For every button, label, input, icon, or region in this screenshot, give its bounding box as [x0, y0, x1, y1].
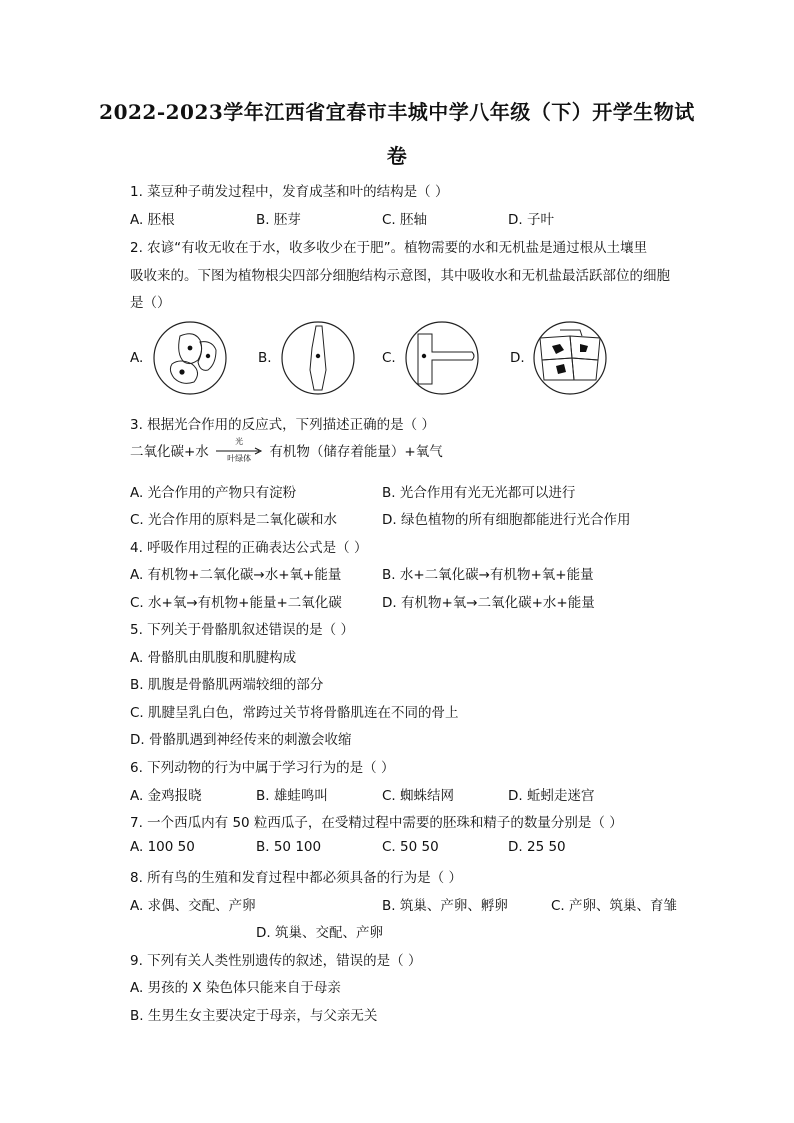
- question-9-stem: 9. 下列有关人类性别遗传的叙述，错误的是（ ）: [130, 953, 422, 969]
- equation-arrow: [215, 437, 263, 463]
- question-4-option-c: C. 水+氧→有机物+能量+二氧化碳: [130, 595, 342, 611]
- question-4-option-d: D. 有机物+氧→二氧化碳+水+能量: [382, 595, 595, 611]
- question-3-stem: 3. 根据光合作用的反应式，下列描述正确的是（ ）: [130, 417, 435, 433]
- question-6-option-d: D. 蚯蚓走迷宫: [508, 788, 595, 804]
- question-8-stem: 8. 所有鸟的生殖和发育过程中都必须具备的行为是（ ）: [130, 870, 462, 886]
- question-9-option-a: A. 男孩的 X 染色体只能来自于母亲: [130, 980, 341, 996]
- figure-label-c: C.: [382, 350, 396, 366]
- cell-figure-d: [530, 320, 610, 396]
- question-6-option-c: C. 蜘蛛结网: [382, 788, 455, 804]
- question-4-option-b: B. 水+二氧化碳→有机物+氧+能量: [382, 567, 594, 583]
- question-4-option-a: A. 有机物+二氧化碳→水+氧+能量: [130, 567, 342, 583]
- equation-reactants: 二氧化碳+水: [130, 444, 209, 460]
- question-1-option-d: D. 子叶: [508, 212, 554, 228]
- question-3-option-d: D. 绿色植物的所有细胞都能进行光合作用: [382, 512, 631, 528]
- figure-label-d: D.: [510, 350, 525, 366]
- figure-label-b: B.: [258, 350, 272, 366]
- question-3-option-c: C. 光合作用的原料是二氧化碳和水: [130, 512, 338, 528]
- question-9-option-b: B. 生男生女主要决定于母亲，与父亲无关: [130, 1008, 378, 1024]
- question-5-stem: 5. 下列关于骨骼肌叙述错误的是（ ）: [130, 622, 354, 638]
- question-7-option-b: B. 50 100: [256, 839, 322, 855]
- question-1-option-c: C. 胚轴: [382, 212, 428, 228]
- question-8-option-c: C. 产卵、筑巢、育雏: [551, 898, 678, 914]
- question-6-option-b: B. 雄蛙鸣叫: [256, 788, 328, 804]
- question-2-line2: 吸收来的。下图为植物根尖四部分细胞结构示意图，其中吸收水和无机盐最活跃部位的细胞: [130, 268, 670, 284]
- question-3-option-a: A. 光合作用的产物只有淀粉: [130, 485, 297, 501]
- question-8-option-a: A. 求偶、交配、产卵: [130, 898, 256, 914]
- cell-figure-a: [150, 320, 230, 396]
- question-8-option-b: B. 筑巢、产卵、孵卵: [382, 898, 508, 914]
- question-5-option-b: B. 肌腹是骨骼肌两端较细的部分: [130, 677, 324, 693]
- cell-figure-c: [402, 320, 482, 396]
- cell-figure-b: [278, 320, 358, 396]
- question-5-option-d: D. 骨骼肌遇到神经传来的刺激会收缩: [130, 732, 352, 748]
- question-7-option-c: C. 50 50: [382, 839, 439, 855]
- question-7-option-d: D. 25 50: [508, 839, 566, 855]
- equation-condition-chloroplast: 叶绿体: [227, 454, 252, 463]
- question-3-option-b: B. 光合作用有光无光都可以进行: [382, 485, 576, 501]
- question-2-line3: 是（）: [130, 295, 171, 311]
- question-5-option-c: C. 肌腱呈乳白色，常跨过关节将骨骼肌连在不同的骨上: [130, 705, 459, 721]
- question-7-stem: 7. 一个西瓜内有 50 粒西瓜子，在受精过程中需要的胚珠和精子的数量分别是（ ）: [130, 815, 623, 831]
- root-cell-figures: [130, 320, 630, 396]
- question-5-option-a: A. 骨骼肌由肌腹和肌腱构成: [130, 650, 297, 666]
- equation-condition-light: 光: [235, 437, 244, 446]
- exam-title-line2: 卷: [386, 144, 408, 168]
- figure-label-a: A.: [130, 350, 144, 366]
- question-7-option-a: A. 100 50: [130, 839, 195, 855]
- question-6-stem: 6. 下列动物的行为中属于学习行为的是（ ）: [130, 760, 395, 776]
- question-6-option-a: A. 金鸡报晓: [130, 788, 202, 804]
- exam-title-line1: 2022-2023学年江西省宜春市丰城中学八年级（下）开学生物试: [99, 100, 695, 124]
- question-1-option-a: A. 胚根: [130, 212, 175, 228]
- equation-products: 有机物（储存着能量）+氧气: [269, 444, 443, 460]
- question-4-stem: 4. 呼吸作用过程的正确表达公式是（ ）: [130, 540, 368, 556]
- question-8-option-d: D. 筑巢、交配、产卵: [256, 925, 383, 941]
- photosynthesis-equation: [130, 437, 443, 463]
- question-2-line1: 2. 农谚“有收无收在于水，收多收少在于肥”。植物需要的水和无机盐是通过根从土壤里: [130, 240, 648, 256]
- question-1-option-b: B. 胚芽: [256, 212, 301, 228]
- question-1-stem: 1. 菜豆种子萌发过程中，发育成茎和叶的结构是（ ）: [130, 184, 449, 200]
